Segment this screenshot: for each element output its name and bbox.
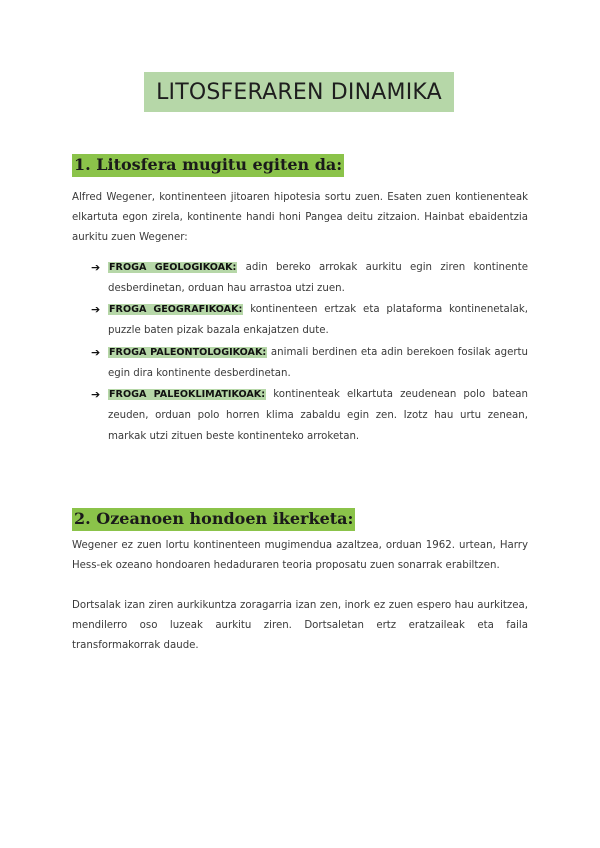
- bullet-term: FROGA PALEONTOLOGIKOAK:: [109, 347, 267, 358]
- bullet-item: [91, 342, 528, 384]
- bullet-description: kontinenteen ertzak eta plataforma kontinenetalak, puzzle baten pizak bazala enkajatzen dute.: [108, 304, 528, 336]
- arrow-right-icon: ➔: [91, 261, 101, 274]
- bullet-term: FROGA PALEOKLIMATIKOAK:: [109, 389, 266, 400]
- bullet-description: adin bereko arrokak aurkitu egin ziren kontinente desberdinetan, orduan hau arrastoa utzi zuen.: [108, 262, 528, 294]
- bullet-description: animali berdinen eta adin berekoen fosilak agertu egin dira kontinente desberdinetan.: [108, 347, 528, 379]
- arrow-right-icon: ➔: [91, 303, 101, 316]
- bullet-item: [91, 257, 528, 299]
- bullet-term: FROGA GEOGRAFIKOAK:: [109, 304, 243, 315]
- bullet-item: [91, 384, 528, 447]
- bullet-term: FROGA GEOLOGIKOAK:: [109, 262, 237, 273]
- arrow-right-icon: ➔: [91, 388, 101, 401]
- page-title: LITOSFERAREN DINAMIKA: [144, 72, 454, 112]
- section2-paragraph-1: Wegener ez zuen lortu kontinenteen mugimendua azaltzea, orduan 1962. urtean, Harry Hess-ek ozeano hondoaren hedaduraren teoria proposatu zuen sonarrak erabiltzen.: [72, 540, 528, 571]
- section-heading-2: 2. Ozeanoen hondoen ikerketa:: [72, 508, 355, 531]
- bullet-description: kontinenteak elkartuta zeudenean polo batean zeuden, orduan polo horren klima zabaldu egin zen. Izotz hau urtu zenean, markak utzi zituen beste kontinenteko arroketan.: [108, 389, 529, 442]
- section1-intro-paragraph: Alfred Wegener, kontinenteen jitoaren hipotesia sortu zuen. Esaten zuen kontienenteak elkartuta egon zirela, kontinente handi honi Pangea deitu zitzaion. Hainbat ebaidentzia aurkitu zuen Wegener:: [72, 192, 528, 243]
- arrow-right-icon: ➔: [91, 346, 101, 359]
- section-heading-1: 1. Litosfera mugitu egiten da:: [72, 154, 344, 177]
- section2-paragraph-2: Dortsalak izan ziren aurkikuntza zoragarria izan zen, inork ez zuen espero hau aurkitzea, mendilerro oso luzeak aurkitu ziren. Dortsaletan ertz eratzaileak eta faila transformakorrak daude.: [72, 600, 528, 651]
- bullet-item: [91, 299, 528, 341]
